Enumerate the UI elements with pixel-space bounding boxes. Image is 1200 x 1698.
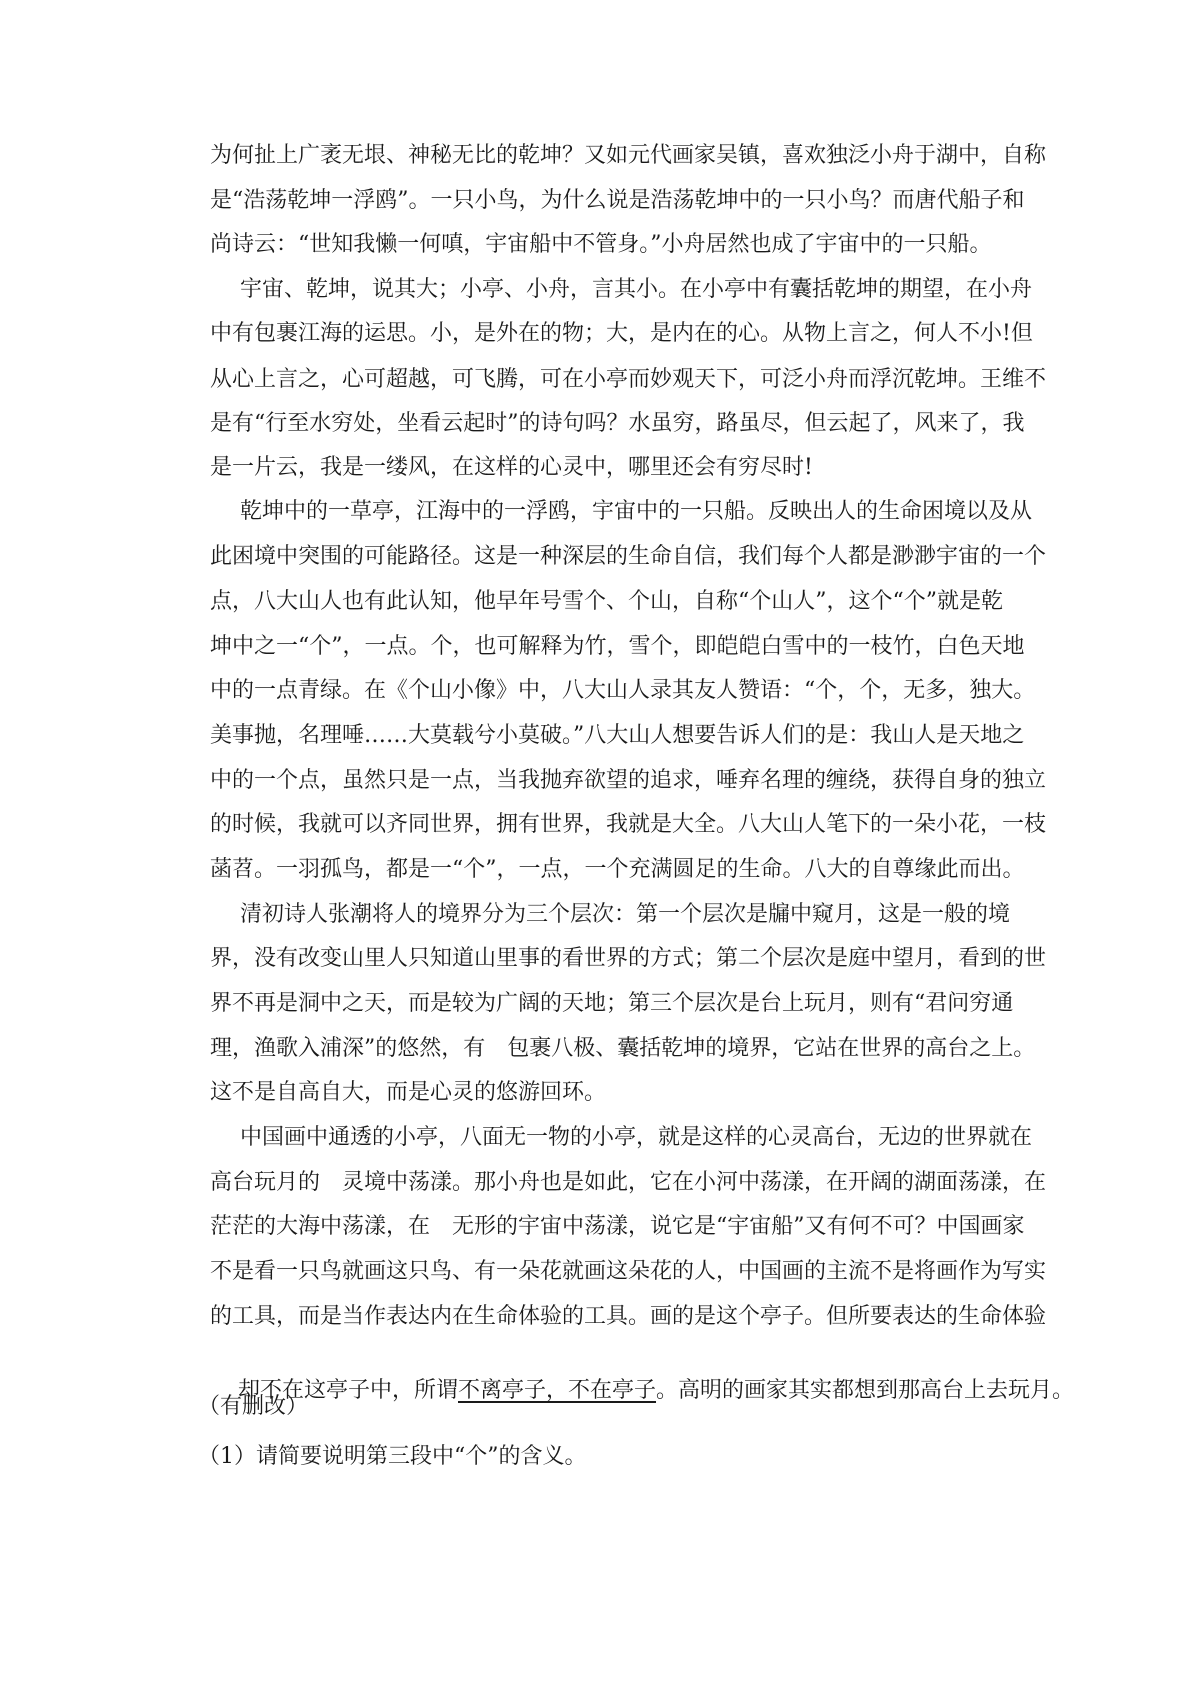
text-line [210, 1346, 1074, 1436]
underlined-phrase: 不离亭子，不在亭子 [458, 1378, 657, 1403]
text-line: 美事抛，名理唾……大莫载兮小莫破。”八大山人想要告诉人们的是：我山人是天地之 [210, 723, 1025, 748]
source-note: （有删改） [198, 1394, 309, 1419]
text-line: 中的一个点，虽然只是一点，当我抛弃欲望的追求，唾弃名理的缠绕，获得自身的独立 [210, 768, 1047, 793]
text-line: 中国画中通透的小亭，八面无一物的小亭，就是这样的心灵高台，无边的世界就在 [240, 1125, 1033, 1150]
text-line: 坤中之一“个”，一点。个，也可解释为竹，雪个，即皑皑白雪中的一枝竹，白色天地 [210, 634, 1025, 659]
text-line: 点，八大山人也有此认知，他早年号雪个、个山，自称“个山人”，这个“个”就是乾 [210, 589, 1003, 614]
text-line: 理，渔歌入浦深”的悠然，有 包裹八极、囊括乾坤的境界，它站在世界的高台之上。 [210, 1036, 1036, 1061]
text-line: 这不是自高自大，而是心灵的悠游回环。 [210, 1080, 607, 1105]
text-span: 却不在这亭子中，所谓 [237, 1378, 458, 1403]
text-line: 此困境中突围的可能路径。这是一种深层的生命自信，我们每个人都是渺渺宇宙的一个 [210, 544, 1047, 569]
text-line: 尚诗云：“世知我懒一何嗔，宇宙船中不管身。”小舟居然也成了宇宙中的一只船。 [210, 232, 992, 257]
text-line: 乾坤中的一草亭，江海中的一浮鸥，宇宙中的一只船。反映出人的生命困境以及从 [240, 499, 1033, 524]
text-line: 中的一点青绿。在《个山小像》中，八大山人录其友人赞语：“个，个，无多，独大。 [210, 678, 1036, 703]
text-line: 界不再是洞中之天，而是较为广阔的天地；第三个层次是台上玩月，则有“君问穷通 [210, 991, 1014, 1016]
text-line: 从心上言之，心可超越，可飞腾，可在小亭而妙观天下，可泛小舟而浮沉乾坤。王维不 [210, 367, 1047, 392]
text-line: 高台玩月的 灵境中荡漾。那小舟也是如此，它在小河中荡漾，在开阔的湖面荡漾，在 [210, 1170, 1047, 1195]
text-line: 的时候，我就可以齐同世界，拥有世界，我就是大全。八大山人笔下的一朵小花，一枝 [210, 812, 1047, 837]
text-line: 菡苕。一羽孤鸟，都是一“个”，一点，一个充满圆足的生命。八大的自尊缘此而出。 [210, 857, 1025, 882]
text-span: 。高明的画家其实都想到那高台上去玩月。 [656, 1378, 1075, 1403]
text-line: 是“浩荡乾坤一浮鸥”。一只小鸟，为什么说是浩荡乾坤中的一只小鸟？而唐代船子和 [210, 188, 1025, 213]
text-line: 中有包裹江海的运思。小，是外在的物；大，是内在的心。从物上言之，何人不小!但 [210, 321, 1033, 346]
text-line: 是有“行至水穷处，坐看云起时”的诗句吗？水虽穷，路虽尽，但云起了，风来了，我 [210, 411, 1025, 436]
text-line: 为何扯上广袤无垠、神秘无比的乾坤？又如元代画家吴镇，喜欢独泛小舟于湖中，自称 [210, 143, 1047, 168]
text-line: 宇宙、乾坤，说其大；小亭、小舟，言其小。在小亭中有囊括乾坤的期望，在小舟 [240, 277, 1033, 302]
text-line: 是一片云，我是一缕风，在这样的心灵中，哪里还会有穷尽时! [210, 455, 813, 480]
text-line: 界，没有改变山里人只知道山里事的看世界的方式；第二个层次是庭中望月，看到的世 [210, 946, 1047, 971]
text-line: 不是看一只鸟就画这只鸟、有一朵花就画这朵花的人，中国画的主流不是将画作为写实 [210, 1259, 1047, 1284]
text-line: 的工具，而是当作表达内在生命体验的工具。画的是这个亭子。但所要表达的生命体验 [210, 1304, 1047, 1329]
question-1: （1）请简要说明第三段中“个”的含义。 [198, 1444, 587, 1469]
text-line: 清初诗人张潮将人的境界分为三个层次：第一个层次是牖中窥月，这是一般的境 [240, 902, 1011, 927]
text-line: 茫茫的大海中荡漾，在 无形的宇宙中荡漾，说它是“宇宙船”又有何不可？中国画家 [210, 1214, 1025, 1239]
